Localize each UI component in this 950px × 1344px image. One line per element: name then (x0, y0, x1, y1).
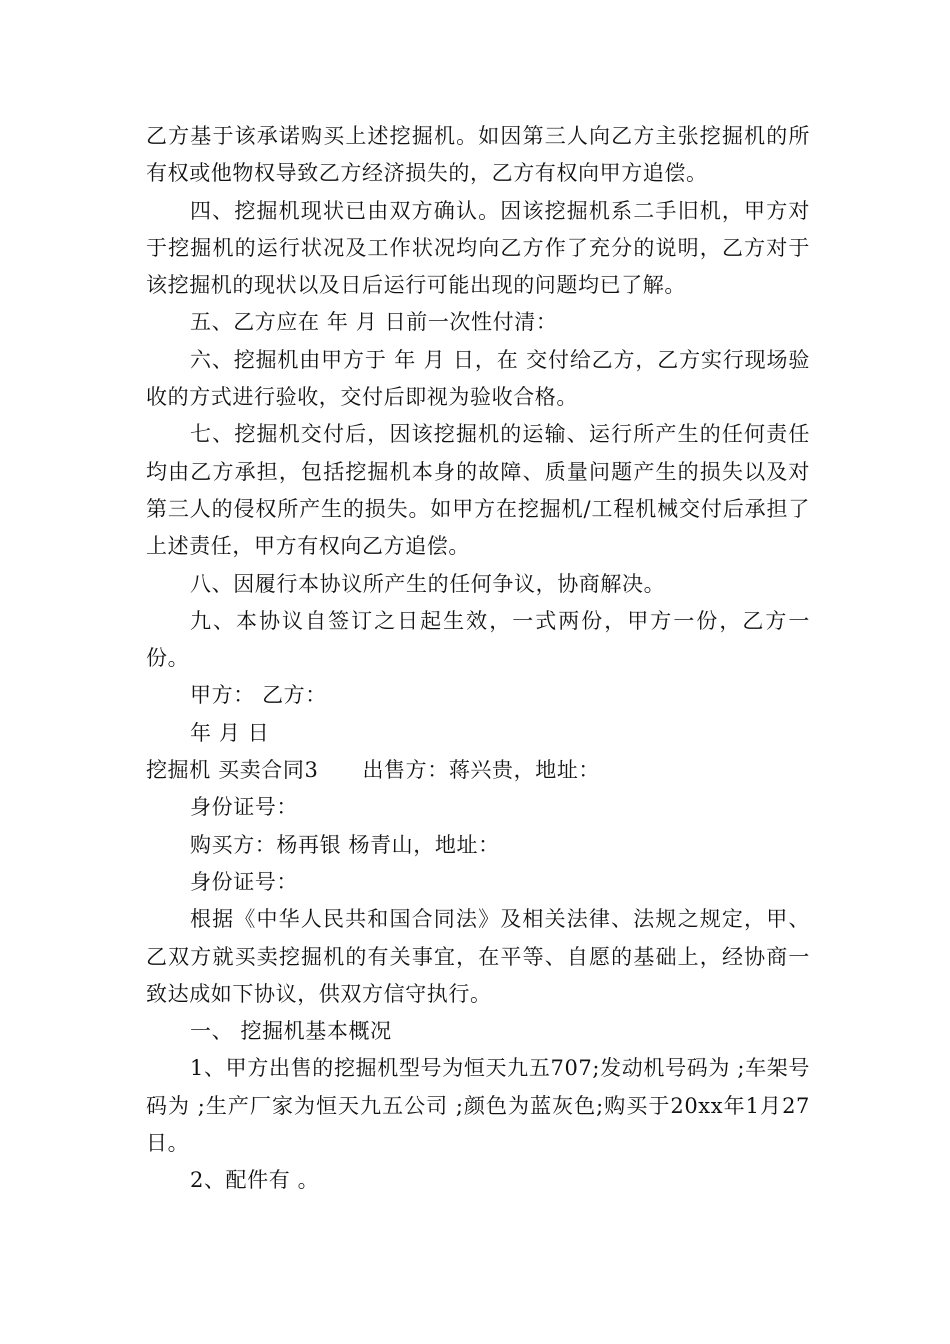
paragraph-clause-8: 八、因履行本协议所产生的任何争议，协商解决。 (190, 571, 666, 596)
paragraph-clause-4: 四、挖掘机现状已由双方确认。因该挖掘机系二手旧机，甲方对于挖掘机的运行状况及工作状况均向乙方作了充分的说明，乙方对于该挖掘机的现状以及日后运行可能出现的问题均已了解。 (146, 198, 810, 298)
signature-date: 年 月 日 (190, 720, 270, 745)
paragraph-clause-5: 五、乙方应在 年 月 日前一次性付清： (190, 310, 558, 335)
document-body (146, 118, 810, 1200)
paragraph-clause-6: 六、挖掘机由甲方于 年 月 日，在 交付给乙方，乙方实行现场验收的方式进行验收，交付后即视为验收合格。 (146, 347, 810, 410)
paragraph-preamble: 根据《中华人民共和国合同法》及相关法律、法规之规定，甲、乙双方就买卖挖掘机的有关事宜，在平等、自愿的基础上，经协商一致达成如下协议，供双方信守执行。 (146, 907, 810, 1006)
paragraph-item-2: 2、配件有 。 (190, 1168, 320, 1193)
contract-3-title: 挖掘机 买卖合同3 (146, 758, 319, 783)
contract-3-seller: 出售方：蒋兴贵，地址： (362, 758, 601, 783)
buyer-id-number: 身份证号： (190, 869, 298, 894)
signature-parties: 甲方： 乙方： (190, 683, 327, 708)
seller-id-number: 身份证号： (190, 795, 298, 820)
paragraph-item-1: 1、甲方出售的挖掘机型号为恒天九五707;发动机号码为 ;车架号码为 ;生产厂家为恒天九五公司 ;颜色为蓝灰色;购买于20xx年1月27日。 (146, 1056, 810, 1156)
paragraph-continuation: 乙方基于该承诺购买上述挖掘机。如因第三人向乙方主张挖掘机的所有权或他物权导致乙方经济损失的，乙方有权向甲方追偿。 (146, 124, 810, 186)
section-heading-overview: 一、 挖掘机基本概况 (190, 1019, 392, 1044)
paragraph-clause-7: 七、挖掘机交付后，因该挖掘机的运输、运行所产生的任何责任均由乙方承担，包括挖掘机本身的故障、质量问题产生的损失以及对第三人的侵权所产生的损失。如甲方在挖掘机/工程机械交付后承担了上述责任，甲方有权向乙方追偿。 (146, 422, 810, 559)
paragraph-clause-9: 九、本协议自签订之日起生效，一式两份，甲方一份，乙方一份。 (146, 608, 810, 671)
contract-3-heading-line (146, 752, 810, 789)
buyer-info: 购买方：杨再银 杨青山，地址： (190, 832, 500, 857)
